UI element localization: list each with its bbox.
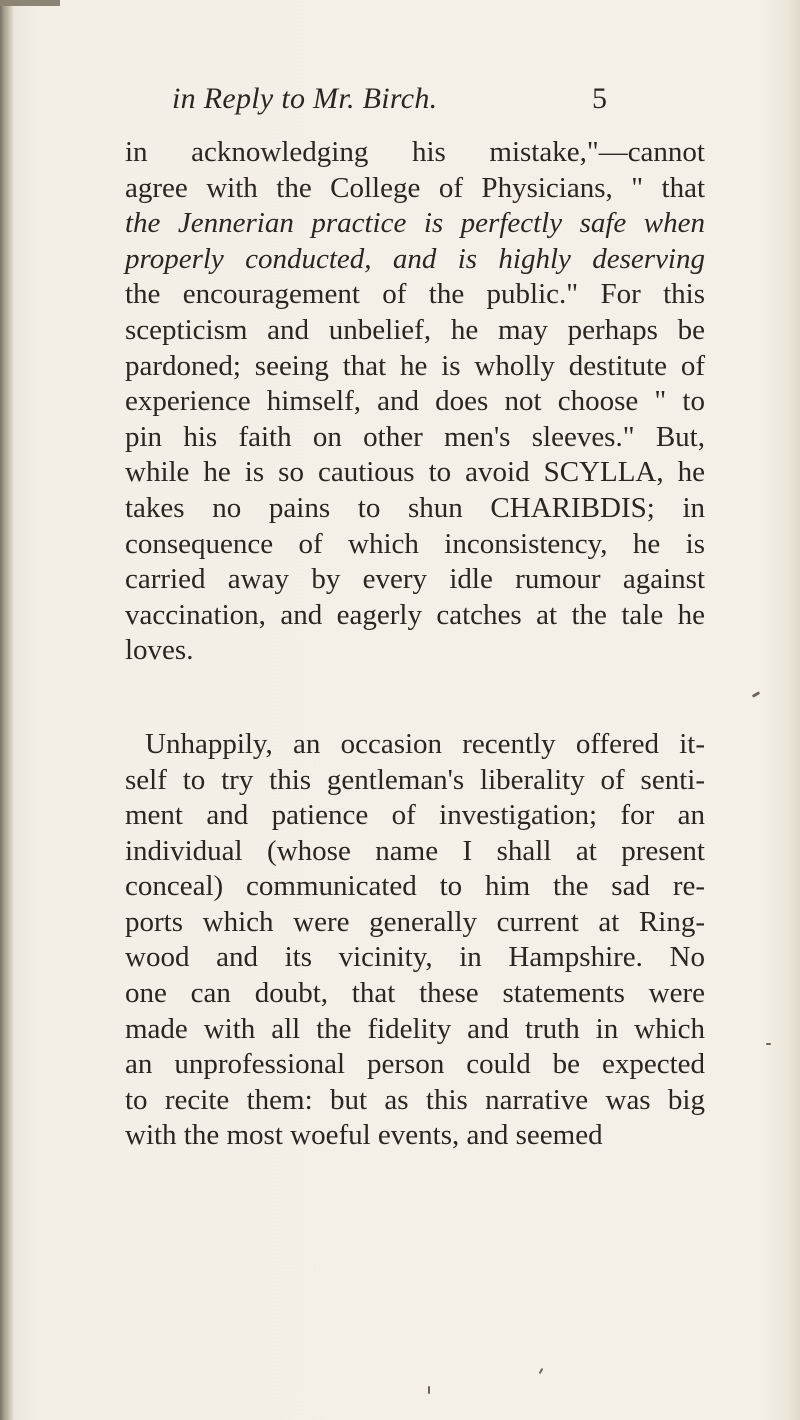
paragraph-1 [125,135,705,669]
ink-speck [752,691,760,698]
paragraph-spacer [125,669,705,727]
ink-speck [428,1386,430,1394]
text-line: self to try this gentleman's liberality of senti- [125,763,705,796]
body-text [125,135,705,1154]
text-line: properly conducted, and is highly deserving [125,242,705,275]
text-line: vaccination, and eagerly catches at the tale he [125,598,705,631]
ink-speck [539,1368,544,1374]
text-line: experience himself, and does not choose " to [125,385,705,418]
text-line: individual (whose name I shall at present [125,834,705,867]
text-line: consequence of which inconsistency, he is [125,527,705,560]
page-binding-edge [0,0,14,1420]
text-line: the encouragement of the public." For this [125,278,705,311]
text-line: to recite them: but as this narrative was big [125,1083,705,1116]
text-line: ment and patience of investigation; for an [125,799,705,832]
text-line: takes no pains to shun CHARIBDIS; in [125,491,705,524]
text-line: made with all the fidelity and truth in which [125,1012,705,1045]
text-line: while he is so cautious to avoid SCYLLA, he [125,456,705,489]
text-line: in acknowledging his mistake,"—cannot [125,136,705,168]
text-line: an unprofessional person could be expected [125,1048,705,1081]
paragraph-2 [125,727,705,1154]
text-line: Unhappily, an occasion recently offered it- [145,727,705,760]
text-line: scepticism and unbelief, he may perhaps be [125,313,705,346]
text-line: one can doubt, that these statements were [125,977,705,1010]
text-line: pardoned; seeing that he is wholly destitute of [125,349,705,382]
text-line: pin his faith on other men's sleeves." But, [125,420,705,453]
ink-speck [766,1043,771,1045]
page-corner-shadow [0,0,60,6]
running-head [172,82,612,122]
text-line: the Jennerian practice is perfectly safe when [125,207,705,240]
text-line: wood and its vicinity, in Hampshire. No [125,941,705,974]
page-number: 5 [592,82,608,115]
text-line: carried away by every idle rumour against [125,563,705,596]
text-line: conceal) communicated to him the sad re- [125,870,705,903]
text-line: ports which were generally current at Ring- [125,905,705,938]
text-line: with the most woeful events, and seemed [125,1119,603,1152]
text-line: agree with the College of Physicians, " that [125,171,705,204]
text-line: loves. [125,634,194,667]
running-head-title: in Reply to Mr. Birch. [172,82,438,115]
